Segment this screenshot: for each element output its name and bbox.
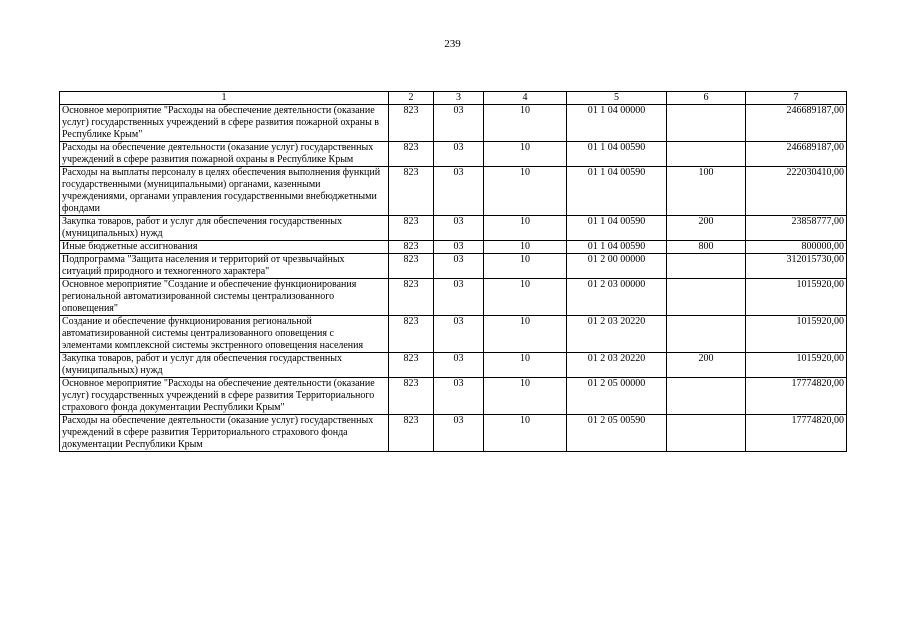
row-amount: 1015920,00: [746, 353, 847, 378]
row-code-5: 01 2 03 20220: [567, 316, 667, 353]
row-code-3: 03: [434, 353, 484, 378]
row-code-5: 01 1 04 00000: [567, 105, 667, 142]
row-code-4: 10: [484, 241, 567, 254]
column-header: 6: [667, 92, 746, 105]
row-code-6: [667, 105, 746, 142]
row-name: Иные бюджетные ассигнования: [60, 241, 389, 254]
row-name: Основное мероприятие "Расходы на обеспечение деятельности (оказание услуг) государственных учреждений в сфере развития Территориального страхового фонда документации Республики Крым": [60, 378, 389, 415]
table-row: [60, 279, 847, 316]
row-code-5: 01 1 04 00590: [567, 167, 667, 216]
row-code-3: 03: [434, 216, 484, 241]
row-code-3: 03: [434, 316, 484, 353]
row-code-3: 03: [434, 142, 484, 167]
table-row: [60, 316, 847, 353]
table-row: [60, 353, 847, 378]
row-name: Создание и обеспечение функционирования региональной автоматизированной системы централизованного оповещения с элементами комплексной системы экстренного оповещения населения: [60, 316, 389, 353]
row-amount: 246689187,00: [746, 105, 847, 142]
table-row: [60, 142, 847, 167]
row-code-6: [667, 142, 746, 167]
row-code-3: 03: [434, 241, 484, 254]
row-amount: 23858777,00: [746, 216, 847, 241]
row-code-4: 10: [484, 279, 567, 316]
row-code-4: 10: [484, 316, 567, 353]
row-name: Расходы на выплаты персоналу в целях обеспечения выполнения функций государственными (муниципальными) органами, казенными учреждениями, органами управления государственными внебюджетными фондами: [60, 167, 389, 216]
row-amount: 312015730,00: [746, 254, 847, 279]
table-row: [60, 378, 847, 415]
row-code-6: [667, 378, 746, 415]
row-code-3: 03: [434, 279, 484, 316]
row-name: Расходы на обеспечение деятельности (оказание услуг) государственных учреждений в сфере развития Территориального страхового фонда документации Республики Крым: [60, 415, 389, 452]
row-code-5: 01 2 05 00000: [567, 378, 667, 415]
page-number: 239: [444, 38, 461, 50]
row-code-5: 01 2 03 00000: [567, 279, 667, 316]
column-header: 5: [567, 92, 667, 105]
row-amount: 800000,00: [746, 241, 847, 254]
row-code-5: 01 2 03 20220: [567, 353, 667, 378]
row-code-5: 01 1 04 00590: [567, 142, 667, 167]
row-code-3: 03: [434, 378, 484, 415]
row-code-6: [667, 279, 746, 316]
row-name: Закупка товаров, работ и услуг для обеспечения государственных (муниципальных) нужд: [60, 216, 389, 241]
row-code-4: 10: [484, 105, 567, 142]
row-code-4: 10: [484, 167, 567, 216]
column-header: 1: [60, 92, 389, 105]
column-header: 2: [389, 92, 434, 105]
row-code-4: 10: [484, 353, 567, 378]
row-code-6: 100: [667, 167, 746, 216]
row-code-5: 01 2 05 00590: [567, 415, 667, 452]
row-name: Закупка товаров, работ и услуг для обеспечения государственных (муниципальных) нужд: [60, 353, 389, 378]
row-code-3: 03: [434, 105, 484, 142]
row-code-2: 823: [389, 378, 434, 415]
row-code-4: 10: [484, 415, 567, 452]
table-row: [60, 254, 847, 279]
row-code-2: 823: [389, 216, 434, 241]
row-code-4: 10: [484, 142, 567, 167]
row-code-5: 01 2 00 00000: [567, 254, 667, 279]
table-row: [60, 216, 847, 241]
row-code-6: 200: [667, 216, 746, 241]
row-name: Подпрограмма "Защита населения и территорий от чрезвычайных ситуаций природного и техногенного характера": [60, 254, 389, 279]
table-row: [60, 105, 847, 142]
row-name: Основное мероприятие "Создание и обеспечение функционирования региональной автоматизированной системы централизованного оповещения": [60, 279, 389, 316]
table-row: [60, 415, 847, 452]
row-code-5: 01 1 04 00590: [567, 241, 667, 254]
column-header: 7: [746, 92, 847, 105]
row-amount: 1015920,00: [746, 316, 847, 353]
row-code-4: 10: [484, 254, 567, 279]
column-header: 4: [484, 92, 567, 105]
table-row: [60, 167, 847, 216]
row-code-3: 03: [434, 415, 484, 452]
row-name: Расходы на обеспечение деятельности (оказание услуг) государственных учреждений в сфере развития пожарной охраны в Республике Крым: [60, 142, 389, 167]
row-amount: 1015920,00: [746, 279, 847, 316]
row-code-2: 823: [389, 415, 434, 452]
row-code-2: 823: [389, 353, 434, 378]
row-code-6: [667, 254, 746, 279]
row-name: Основное мероприятие "Расходы на обеспечение деятельности (оказание услуг) государственных учреждений в сфере развития пожарной охраны в Республике Крым": [60, 105, 389, 142]
header-row: [60, 92, 847, 105]
row-code-6: [667, 316, 746, 353]
row-code-3: 03: [434, 254, 484, 279]
row-code-3: 03: [434, 167, 484, 216]
budget-table: [59, 91, 847, 452]
row-code-2: 823: [389, 241, 434, 254]
row-code-4: 10: [484, 216, 567, 241]
row-amount: 17774820,00: [746, 415, 847, 452]
row-code-2: 823: [389, 167, 434, 216]
row-code-6: [667, 415, 746, 452]
column-header: 3: [434, 92, 484, 105]
row-code-6: 800: [667, 241, 746, 254]
row-code-2: 823: [389, 316, 434, 353]
row-code-2: 823: [389, 105, 434, 142]
row-code-2: 823: [389, 279, 434, 316]
row-code-6: 200: [667, 353, 746, 378]
row-code-4: 10: [484, 378, 567, 415]
table-row: [60, 241, 847, 254]
row-amount: 246689187,00: [746, 142, 847, 167]
row-amount: 17774820,00: [746, 378, 847, 415]
row-code-2: 823: [389, 142, 434, 167]
row-amount: 222030410,00: [746, 167, 847, 216]
row-code-5: 01 1 04 00590: [567, 216, 667, 241]
row-code-2: 823: [389, 254, 434, 279]
